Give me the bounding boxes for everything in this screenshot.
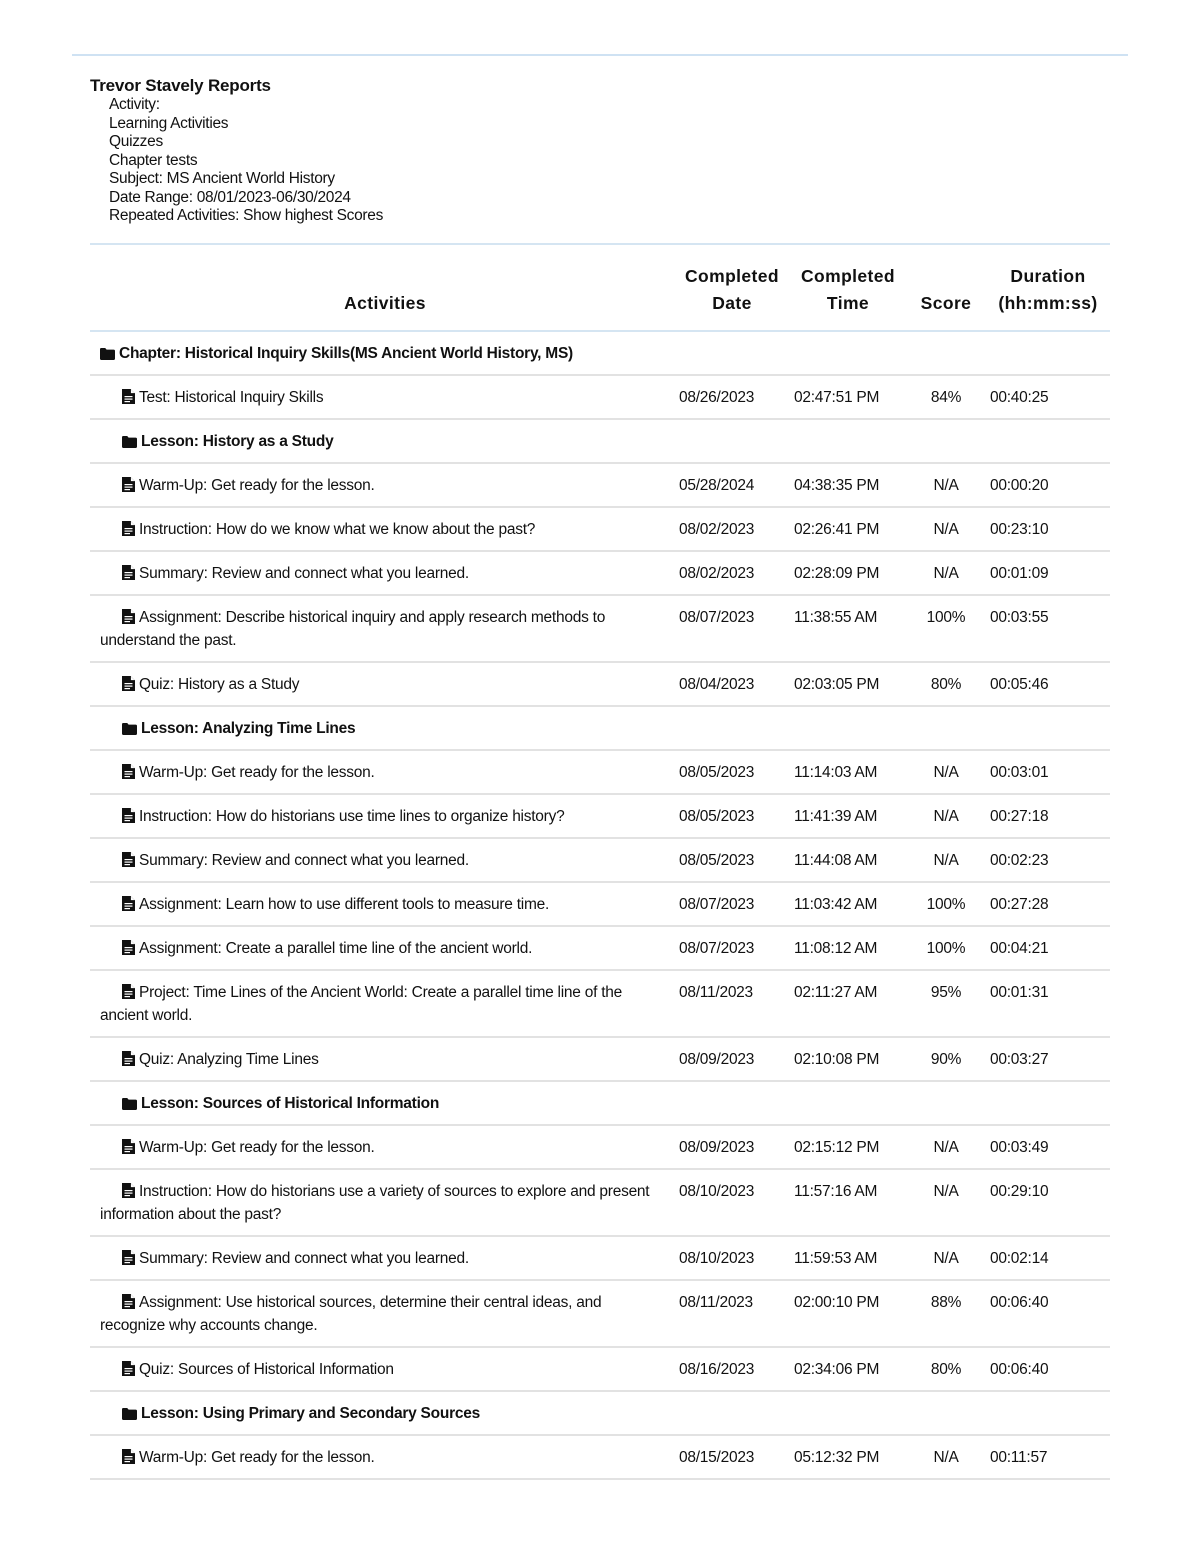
completed-time-cell: 11:57:16 AM bbox=[794, 1183, 878, 1200]
lesson-title bbox=[90, 419, 1110, 463]
completed-date-cell: 08/07/2023 bbox=[679, 896, 755, 913]
document-icon bbox=[122, 521, 135, 536]
filter-line: Activity: bbox=[109, 96, 160, 113]
score-cell: 90% bbox=[930, 1051, 962, 1068]
top-divider bbox=[72, 54, 1128, 56]
filter-line: Chapter tests bbox=[109, 151, 198, 169]
lesson-label: Lesson: History as a Study bbox=[141, 433, 334, 450]
activity-name: Summary: Review and connect what you learned. bbox=[139, 565, 469, 582]
filter-line: Subject: MS Ancient World History bbox=[109, 170, 335, 187]
duration-cell: 00:03:49 bbox=[990, 1139, 1049, 1156]
document-icon bbox=[122, 1449, 135, 1464]
activity-name: Instruction: How do we know what we know about the past? bbox=[139, 521, 536, 538]
folder-icon bbox=[122, 436, 137, 448]
completed-time-cell: 02:11:27 AM bbox=[794, 984, 878, 1001]
activity-name: Quiz: History as a Study bbox=[139, 676, 300, 693]
completed-time-cell: 11:38:55 AM bbox=[794, 609, 878, 626]
lesson-row bbox=[90, 706, 1110, 750]
activity-cell bbox=[90, 375, 674, 419]
duration-cell: 00:29:10 bbox=[990, 1183, 1049, 1200]
activity-name: Quiz: Sources of Historical Information bbox=[139, 1361, 394, 1378]
score-cell: 100% bbox=[926, 940, 966, 957]
completed-time-cell: 02:26:41 PM bbox=[794, 521, 880, 538]
activity-cell bbox=[90, 926, 674, 970]
report-filters bbox=[90, 96, 790, 226]
duration-cell: 00:03:01 bbox=[990, 764, 1049, 781]
table-row bbox=[90, 595, 1110, 662]
activity-name: Assignment: Describe historical inquiry and apply research methods to understand the past. bbox=[100, 609, 606, 649]
activity-cell bbox=[90, 551, 674, 595]
completed-date-cell: 08/09/2023 bbox=[679, 1051, 755, 1068]
duration-cell: 00:03:27 bbox=[990, 1051, 1049, 1068]
lesson-label: Lesson: Using Primary and Secondary Sources bbox=[141, 1405, 480, 1422]
completed-date-cell: 08/02/2023 bbox=[679, 565, 755, 582]
document-icon bbox=[122, 808, 135, 823]
score-cell: 80% bbox=[930, 676, 962, 693]
report-title: Trevor Stavely Reports bbox=[90, 76, 271, 95]
activity-name: Quiz: Analyzing Time Lines bbox=[139, 1051, 319, 1068]
filter-line: Learning Activities bbox=[109, 114, 229, 132]
activity-name: Warm-Up: Get ready for the lesson. bbox=[139, 1449, 375, 1466]
score-cell: N/A bbox=[933, 565, 959, 582]
completed-time-cell: 02:03:05 PM bbox=[794, 676, 880, 693]
lesson-row bbox=[90, 1391, 1110, 1435]
completed-date-cell: 08/09/2023 bbox=[679, 1139, 755, 1156]
table-row bbox=[90, 838, 1110, 882]
completed-date-cell: 08/04/2023 bbox=[679, 676, 755, 693]
duration-cell: 00:02:23 bbox=[990, 852, 1049, 869]
document-icon bbox=[122, 984, 135, 999]
column-header-completed-time: Completed Time bbox=[800, 266, 896, 313]
activity-name: Assignment: Learn how to use different tools to measure time. bbox=[139, 896, 550, 913]
table-row bbox=[90, 926, 1110, 970]
document-icon bbox=[122, 1051, 135, 1066]
duration-cell: 00:06:40 bbox=[990, 1361, 1049, 1378]
score-cell: N/A bbox=[933, 808, 959, 825]
lesson-label: Lesson: Sources of Historical Information bbox=[141, 1095, 440, 1112]
activity-name: Instruction: How do historians use time lines to organize history? bbox=[139, 808, 565, 825]
completed-time-cell: 02:15:12 PM bbox=[794, 1139, 880, 1156]
report-header bbox=[90, 76, 790, 226]
chapter-row bbox=[90, 331, 1110, 375]
activity-cell bbox=[90, 1169, 674, 1236]
completed-date-cell: 08/11/2023 bbox=[679, 984, 753, 1001]
lesson-title bbox=[90, 1081, 1110, 1125]
completed-date-cell: 08/05/2023 bbox=[679, 808, 755, 825]
score-cell: 100% bbox=[926, 609, 966, 626]
completed-date-cell: 08/11/2023 bbox=[679, 1294, 753, 1311]
table-row bbox=[90, 1037, 1110, 1081]
duration-cell: 00:01:31 bbox=[990, 984, 1049, 1001]
completed-date-cell: 08/15/2023 bbox=[679, 1449, 755, 1466]
activity-cell bbox=[90, 1435, 674, 1479]
table-row bbox=[90, 750, 1110, 794]
duration-cell: 00:27:18 bbox=[990, 808, 1049, 825]
activity-cell bbox=[90, 662, 674, 706]
duration-cell: 00:03:55 bbox=[990, 609, 1049, 626]
completed-time-cell: 11:03:42 AM bbox=[794, 896, 878, 913]
lesson-title bbox=[90, 706, 1110, 750]
completed-time-cell: 11:44:08 AM bbox=[794, 852, 878, 869]
activity-cell bbox=[90, 463, 674, 507]
table-row bbox=[90, 375, 1110, 419]
folder-icon bbox=[122, 723, 137, 735]
score-cell: N/A bbox=[933, 1139, 959, 1156]
completed-date-cell: 08/10/2023 bbox=[679, 1250, 755, 1267]
lesson-title bbox=[90, 1391, 1110, 1435]
activity-name: Summary: Review and connect what you learned. bbox=[139, 852, 469, 869]
activity-cell bbox=[90, 750, 674, 794]
table-row bbox=[90, 1125, 1110, 1169]
completed-time-cell: 11:41:39 AM bbox=[794, 808, 878, 825]
table-row bbox=[90, 463, 1110, 507]
document-icon bbox=[122, 389, 135, 404]
table-row bbox=[90, 662, 1110, 706]
completed-time-cell: 02:00:10 PM bbox=[794, 1294, 880, 1311]
document-icon bbox=[122, 477, 135, 492]
score-cell: N/A bbox=[933, 852, 959, 869]
table-row bbox=[90, 507, 1110, 551]
completed-date-cell: 05/28/2024 bbox=[679, 477, 755, 494]
activity-cell bbox=[90, 882, 674, 926]
table-row bbox=[90, 970, 1110, 1037]
completed-time-cell: 11:59:53 AM bbox=[794, 1250, 878, 1267]
duration-cell: 00:11:57 bbox=[990, 1449, 1048, 1466]
score-cell: 95% bbox=[930, 984, 962, 1001]
document-icon bbox=[122, 852, 135, 867]
folder-icon bbox=[100, 348, 115, 360]
table-row bbox=[90, 551, 1110, 595]
activity-name: Assignment: Create a parallel time line of the ancient world. bbox=[139, 940, 533, 957]
activity-name: Warm-Up: Get ready for the lesson. bbox=[139, 477, 375, 494]
table-row bbox=[90, 1236, 1110, 1280]
activity-cell bbox=[90, 1125, 674, 1169]
lesson-row bbox=[90, 1081, 1110, 1125]
duration-cell: 00:05:46 bbox=[990, 676, 1049, 693]
table-body bbox=[90, 331, 1110, 1479]
completed-date-cell: 08/16/2023 bbox=[679, 1361, 755, 1378]
duration-cell: 00:04:21 bbox=[990, 940, 1049, 957]
completed-date-cell: 08/10/2023 bbox=[679, 1183, 755, 1200]
duration-cell: 00:40:25 bbox=[990, 389, 1049, 406]
filter-line: Quizzes bbox=[109, 133, 163, 150]
folder-icon bbox=[122, 1098, 137, 1110]
column-header-completed-date: Completed Date bbox=[684, 266, 780, 313]
completed-time-cell: 11:08:12 AM bbox=[794, 940, 878, 957]
score-cell: N/A bbox=[933, 1449, 959, 1466]
duration-cell: 00:27:28 bbox=[990, 896, 1049, 913]
column-header-score: Score bbox=[920, 293, 972, 313]
score-cell: N/A bbox=[933, 1183, 959, 1200]
score-cell: 80% bbox=[930, 1361, 962, 1378]
score-cell: 88% bbox=[930, 1294, 962, 1311]
folder-icon bbox=[122, 1408, 137, 1420]
document-icon bbox=[122, 940, 135, 955]
activity-name: Test: Historical Inquiry Skills bbox=[139, 389, 324, 406]
completed-date-cell: 08/05/2023 bbox=[679, 852, 755, 869]
document-icon bbox=[122, 896, 135, 911]
table-row bbox=[90, 882, 1110, 926]
score-cell: N/A bbox=[933, 764, 959, 781]
duration-cell: 00:23:10 bbox=[990, 521, 1049, 538]
lesson-label: Lesson: Analyzing Time Lines bbox=[141, 720, 356, 737]
document-icon bbox=[122, 1250, 135, 1265]
completed-time-cell: 05:12:32 PM bbox=[794, 1449, 880, 1466]
activity-cell bbox=[90, 1037, 674, 1081]
activity-name: Assignment: Use historical sources, determine their central ideas, and recognize why accounts change. bbox=[100, 1294, 602, 1334]
completed-date-cell: 08/26/2023 bbox=[679, 389, 755, 406]
activity-cell bbox=[90, 970, 674, 1037]
completed-date-cell: 08/07/2023 bbox=[679, 609, 755, 626]
document-icon bbox=[122, 1361, 135, 1376]
column-header-duration: Duration (hh:mm:ss) bbox=[998, 266, 1098, 313]
completed-time-cell: 02:28:09 PM bbox=[794, 565, 880, 582]
completed-time-cell: 02:47:51 PM bbox=[794, 389, 880, 406]
score-cell: N/A bbox=[933, 1250, 959, 1267]
activity-name: Project: Time Lines of the Ancient World: Create a parallel time line of the ancient world. bbox=[100, 984, 622, 1024]
table-row bbox=[90, 1169, 1110, 1236]
document-icon bbox=[122, 1139, 135, 1154]
chapter-label: Chapter: Historical Inquiry Skills(MS Ancient World History, MS) bbox=[119, 345, 573, 362]
score-cell: 84% bbox=[930, 389, 962, 406]
column-header-activities: Activities bbox=[344, 293, 426, 313]
activity-cell bbox=[90, 1236, 674, 1280]
score-cell: N/A bbox=[933, 521, 959, 538]
document-icon bbox=[122, 1294, 135, 1309]
duration-cell: 00:01:09 bbox=[990, 565, 1049, 582]
completed-time-cell: 02:10:08 PM bbox=[794, 1051, 880, 1068]
activity-cell bbox=[90, 1347, 674, 1391]
table-row bbox=[90, 1347, 1110, 1391]
completed-date-cell: 08/07/2023 bbox=[679, 940, 755, 957]
activity-name: Warm-Up: Get ready for the lesson. bbox=[139, 1139, 375, 1156]
document-icon bbox=[122, 565, 135, 580]
activity-name: Summary: Review and connect what you learned. bbox=[139, 1250, 469, 1267]
table-row bbox=[90, 1280, 1110, 1347]
completed-date-cell: 08/02/2023 bbox=[679, 521, 755, 538]
duration-cell: 00:00:20 bbox=[990, 477, 1049, 494]
completed-time-cell: 04:38:35 PM bbox=[794, 477, 880, 494]
activity-name: Instruction: How do historians use a variety of sources to explore and present information about the past? bbox=[100, 1183, 650, 1223]
activity-name: Warm-Up: Get ready for the lesson. bbox=[139, 764, 375, 781]
table-row bbox=[90, 794, 1110, 838]
duration-cell: 00:02:14 bbox=[990, 1250, 1049, 1267]
document-icon bbox=[122, 764, 135, 779]
activity-cell bbox=[90, 1280, 674, 1347]
score-cell: N/A bbox=[933, 477, 959, 494]
document-icon bbox=[122, 676, 135, 691]
chapter-title bbox=[90, 331, 1110, 375]
table-row bbox=[90, 1435, 1110, 1479]
document-icon bbox=[122, 1183, 135, 1198]
filter-line: Date Range: 08/01/2023-06/30/2024 bbox=[109, 188, 351, 206]
table-header-row bbox=[90, 244, 1110, 331]
completed-date-cell: 08/05/2023 bbox=[679, 764, 755, 781]
lesson-row bbox=[90, 419, 1110, 463]
document-icon bbox=[122, 609, 135, 624]
completed-time-cell: 02:34:06 PM bbox=[794, 1361, 880, 1378]
activity-cell bbox=[90, 595, 674, 662]
activity-report-table bbox=[90, 243, 1110, 1480]
activity-cell bbox=[90, 507, 674, 551]
filter-line: Repeated Activities: Show highest Scores bbox=[109, 207, 384, 224]
duration-cell: 00:06:40 bbox=[990, 1294, 1049, 1311]
completed-time-cell: 11:14:03 AM bbox=[794, 764, 878, 781]
activity-cell bbox=[90, 794, 674, 838]
score-cell: 100% bbox=[926, 896, 966, 913]
activity-cell bbox=[90, 838, 674, 882]
